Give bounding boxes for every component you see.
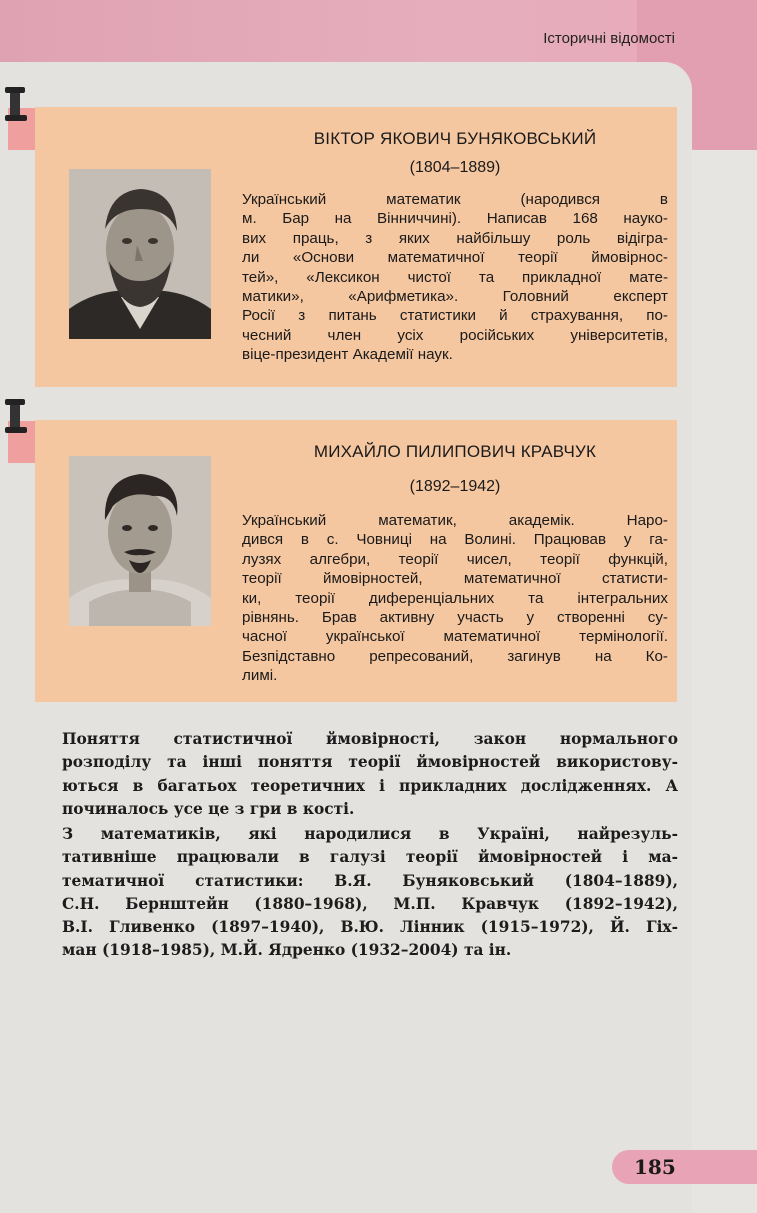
bio-text: Український математик (народився в м. Бар на Вінниччині). Написав 168 науко- вих праць, з яких найбільшу роль відігра- ли «Основи математичної теорії ймовірнос- тей», «Лексикон чистої та прикладної мате- матики», «Арифметика». Головний експерт Росії з питань статистики й страхування, по- чесний член усіх російських університетів, віце-президент Академії наук.	[242, 191, 668, 364]
body-paragraph-2: З математиків, які народилися в Україні, найрезуль- тативніше працювали в галузі теорії ймовірностей і ма- тематичної статистики: В.Я. Буняковський (1804–1889), С.Н. Бернштейн (1880–1968), М.П. Кравчук (1892–1942), В.І. Гливенко (1897–1940), В.Ю. Лінник (1915–1972), Й. Гіх- ман (1918–1985), М.Й. Ядренко (1932–2004) та ін.	[62, 825, 678, 960]
bio-name: ВІКТОР ЯКОВИЧ БУНЯКОВСЬКИЙ	[313, 129, 597, 148]
body-paragraph-1: Поняття статистичної ймовірності, закон нормального розподілу та інші поняття теорії ймовірностей використову- ються в багатьох теоретичних і прикладних дослідженнях. А починалось усе це з гри в кості.	[62, 730, 678, 818]
section-title: Історичні відомості	[543, 30, 675, 47]
column-icon	[5, 87, 27, 121]
bio-card-bunyakovsky	[35, 107, 677, 387]
bio-text: Український математик, академік. Наро- дився в с. Човниці на Волині. Працював у га- лузях алгебри, теорії чисел, теорії функцій, теорії ймовірностей, математичної статисти- ки, теорії диференціальних та інтегральних рівнянь. Брав активну участь у створенні су- часної української математичної термінології. Безпідставно репресований, загинув на Ко- лимі.	[242, 512, 668, 685]
column-icon	[5, 399, 27, 433]
bio-years: (1804–1889)	[409, 159, 501, 176]
portrait-bunyakovsky	[69, 169, 211, 339]
bio-years: (1892–1942)	[409, 478, 501, 495]
right-strip	[692, 150, 757, 1213]
page-number: 185	[634, 1155, 676, 1179]
bio-card-kravchuk	[35, 420, 677, 702]
bio-name: МИХАЙЛО ПИЛИПОВИЧ КРАВЧУК	[313, 442, 597, 461]
portrait-kravchuk	[69, 456, 211, 626]
